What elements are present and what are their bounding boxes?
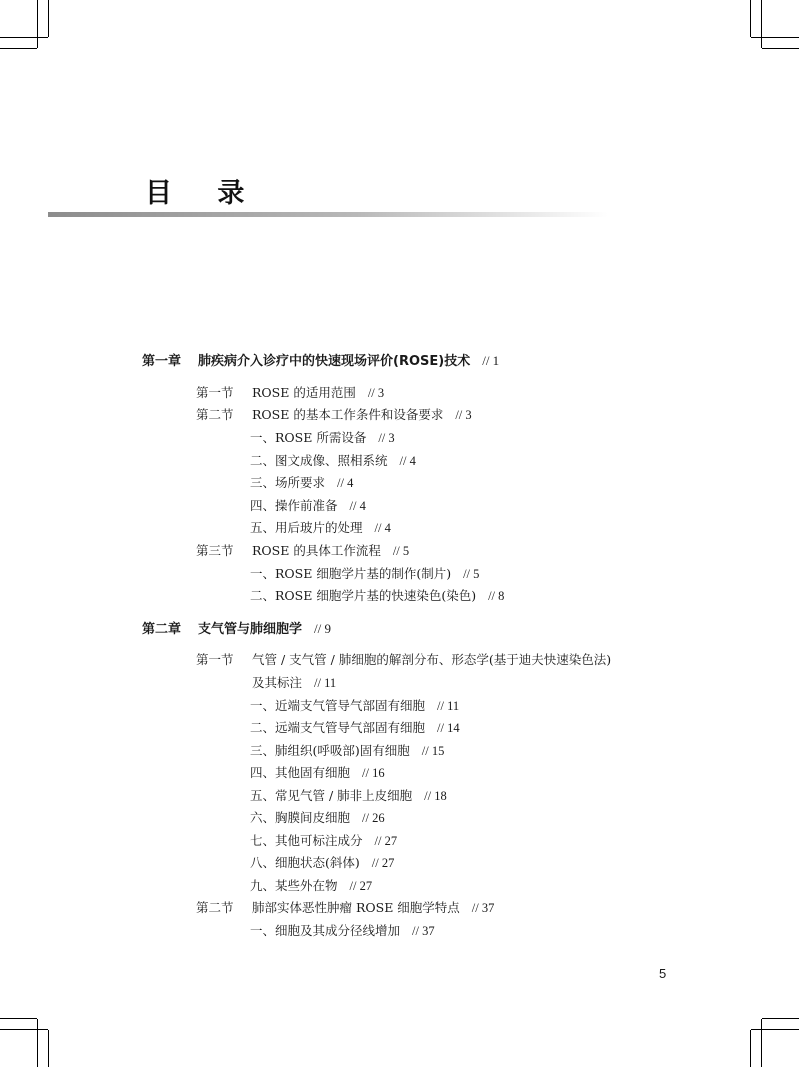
toc-title: ROSE 的基本工作条件和设备要求 [252,407,444,422]
toc-page: // 8 [488,589,505,603]
toc-page: // 37 [412,924,435,938]
toc-number: 第一节 [196,385,234,400]
toc-page: // 27 [349,879,373,893]
toc-page: // 37 [471,901,495,915]
toc-page: // 5 [463,567,480,581]
toc-title: 及其标注 [252,675,303,690]
toc-title: ROSE 的具体工作流程 [252,543,381,558]
toc-page: // 4 [337,476,354,490]
toc-item[interactable] [250,832,397,850]
toc-title: 五、常见气管 / 肺非上皮细胞 [250,788,413,803]
crop-mark-br-h2 [762,1018,799,1019]
toc-section[interactable] [196,384,384,402]
crop-mark-tl-v [37,0,38,48]
crop-mark-tr-v [761,0,762,48]
toc-item[interactable] [250,922,435,940]
toc-title: 七、其他可标注成分 [250,833,363,848]
toc-title: 三、场所要求 [250,475,326,490]
toc-item[interactable] [250,697,459,715]
toc-item[interactable] [250,519,391,537]
toc-page: // 4 [399,454,416,468]
toc-item[interactable] [250,452,416,470]
toc-title: 五、用后玻片的处理 [250,520,363,535]
toc-title: 六、胸膜间皮细胞 [250,810,351,825]
toc-chapter[interactable] [142,620,331,639]
toc-title: 一、近端支气管导气部固有细胞 [250,698,426,713]
toc-title: ROSE 的适用范围 [252,385,356,400]
toc-page: // 3 [455,408,472,422]
toc-page: // 4 [374,521,391,535]
crop-mark-tr-h [751,37,799,38]
toc-title: 气管 / 支气管 / 肺细胞的解剖分布、形态学(基于迪夫快速染色法) [252,652,612,667]
toc-title: 八、细胞状态(斜体) [250,855,360,870]
toc-number: 第二章 [142,622,182,637]
toc-page: // 4 [349,499,366,513]
toc-title: 四、操作前准备 [250,498,338,513]
toc-title: 四、其他固有细胞 [250,765,351,780]
toc-page: // 1 [482,353,500,368]
toc-page: // 5 [392,544,410,558]
toc-item[interactable] [250,587,504,605]
page-title: 目 录 [145,178,263,209]
toc-page: // 3 [367,386,385,400]
toc-page: // 9 [314,621,331,636]
toc-page: // 11 [437,699,460,713]
toc-item[interactable] [250,565,479,583]
toc-continuation[interactable] [252,674,336,692]
toc-number: 第二节 [196,900,234,915]
crop-mark-bl-v2 [48,1030,49,1067]
toc-item[interactable] [250,764,385,782]
toc-title: 九、某些外在物 [250,878,338,893]
crop-mark-tl-v2 [48,0,49,37]
toc-page: // 15 [421,744,445,758]
toc-item[interactable] [250,429,395,447]
page-number: 5 [659,966,667,981]
toc-section[interactable] [196,651,611,669]
toc-title: 三、肺组织(呼吸部)固有细胞 [250,743,410,758]
toc-number: 第一节 [196,652,234,667]
toc-page: // 16 [362,766,385,780]
toc-title: 二、远端支气管导气部固有细胞 [250,720,426,735]
crop-mark-bl-h [0,1029,48,1030]
toc-section[interactable] [196,899,494,917]
crop-mark-br-v2 [750,1030,751,1067]
toc-title: 一、ROSE 细胞学片基的制作(制片) [250,566,452,581]
crop-mark-br-h [751,1029,799,1030]
crop-mark-bl-v [37,1019,38,1067]
toc-page: // 11 [314,676,337,690]
toc-page: // 3 [378,431,395,445]
toc-title: 肺疾病介入诊疗中的快速现场评价(ROSE)技术 [198,354,471,369]
crop-mark-tl-h2 [0,48,37,49]
toc-chapter[interactable] [142,352,499,371]
toc-title: 肺部实体恶性肿瘤 ROSE 细胞学特点 [252,900,460,915]
toc-page: // 18 [424,789,447,803]
toc-item[interactable] [250,787,447,805]
toc-page: // 14 [437,721,460,735]
toc-item[interactable] [250,854,394,872]
crop-mark-tl-h [0,37,48,38]
toc-section[interactable] [196,542,409,560]
toc-page: // 27 [374,834,398,848]
toc-title: 二、ROSE 细胞学片基的快速染色(染色) [250,588,477,603]
toc-title: 支气管与肺细胞学 [198,622,303,637]
toc-number: 第三节 [196,543,234,558]
toc-number: 第一章 [142,354,182,369]
crop-mark-tr-v2 [750,0,751,37]
title-underline [48,212,608,217]
toc-item[interactable] [250,742,444,760]
toc-title: 一、细胞及其成分径线增加 [250,923,401,938]
toc-page: // 26 [362,811,385,825]
toc-item[interactable] [250,877,372,895]
toc-item[interactable] [250,719,460,737]
toc-section[interactable] [196,406,472,424]
toc-page: // 27 [371,856,395,870]
toc-title: 二、图文成像、照相系统 [250,453,388,468]
toc-item[interactable] [250,474,353,492]
toc-item[interactable] [250,809,385,827]
crop-mark-br-v [761,1019,762,1067]
crop-mark-tr-h2 [762,48,799,49]
crop-mark-bl-h2 [0,1018,37,1019]
toc-title: 一、ROSE 所需设备 [250,430,367,445]
toc-item[interactable] [250,497,366,515]
toc-number: 第二节 [196,407,234,422]
